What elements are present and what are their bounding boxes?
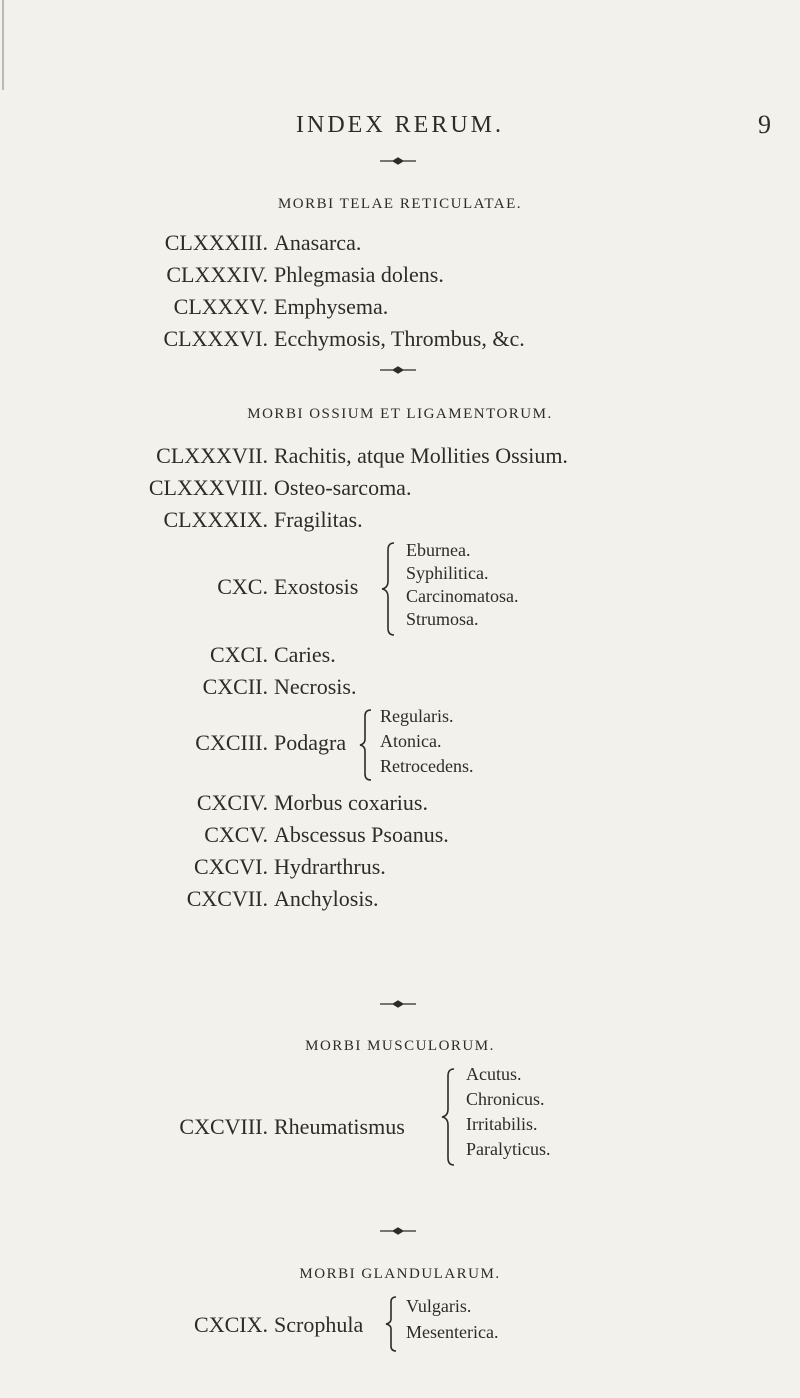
entry-term: Osteo-sarcoma. — [274, 475, 412, 500]
section-title: MORBI TELAE RETICULATAE. — [277, 196, 523, 212]
entry-term: Exostosis — [274, 574, 359, 599]
entry-term: Necrosis. — [274, 674, 357, 699]
entry-numeral: CXCIII. — [195, 730, 268, 755]
subtype-item: Irritabilis. — [466, 1114, 538, 1134]
entry-numeral: CXCI. — [209, 642, 268, 667]
subtype-item: Acutus. — [466, 1064, 522, 1084]
running-header: INDEX RERUM. — [296, 112, 504, 138]
entry-numeral: CXCV. — [204, 822, 268, 847]
entry-term: Hydrarthrus. — [274, 854, 386, 879]
subtype-item: Paralyticus. — [466, 1139, 551, 1159]
entry-term: Caries. — [274, 642, 336, 667]
entry-term: Phlegmasia dolens. — [274, 262, 444, 287]
subtype-item: Mesenterica. — [406, 1322, 499, 1342]
ornament-divider — [380, 1227, 416, 1235]
ornament-divider — [380, 366, 416, 374]
subtype-item: Syphilitica. — [406, 563, 489, 583]
subtype-item: Retrocedens. — [380, 756, 474, 776]
entry-term: Rachitis, atque Mollities Ossium. — [274, 443, 568, 468]
entry-numeral: CXCIV. — [196, 790, 268, 815]
entry-numeral: CXC. — [217, 574, 268, 599]
entry-term: Anchylosis. — [274, 886, 379, 911]
subtype-item: Carcinomatosa. — [406, 586, 519, 606]
entry-numeral: CXCVII. — [186, 886, 268, 911]
entry-term: Emphysema. — [274, 294, 389, 319]
page-edge-line — [2, 0, 4, 90]
entry-numeral: CXCII. — [202, 674, 268, 699]
subtype-item: Strumosa. — [406, 609, 479, 629]
subtype-item: Chronicus. — [466, 1089, 545, 1109]
entry-term: Scrophula — [274, 1312, 364, 1337]
subtype-item: Atonica. — [380, 731, 442, 751]
entry-numeral: CXCVI. — [194, 854, 268, 879]
entry-numeral: CLXXXIX. — [163, 507, 268, 532]
brace-icon — [358, 709, 374, 781]
entry-numeral: CLXXXVI. — [163, 326, 268, 351]
subtype-item: Eburnea. — [406, 540, 471, 560]
entry-numeral: CLXXXIII. — [164, 230, 268, 255]
ornament-divider — [380, 1000, 416, 1008]
brace-icon — [440, 1068, 458, 1166]
entry-numeral: CXCVIII. — [179, 1114, 268, 1139]
entry-term: Fragilitas. — [274, 507, 363, 532]
subtype-item: Vulgaris. — [406, 1296, 472, 1316]
entry-numeral: CXCIX. — [194, 1312, 268, 1337]
section-title: MORBI OSSIUM ET LIGAMENTORUM. — [247, 406, 553, 422]
entry-numeral: CLXXXVIII. — [148, 475, 268, 500]
section-title: MORBI MUSCULORUM. — [305, 1038, 495, 1054]
entry-numeral: CLXXXIV. — [166, 262, 268, 287]
entry-term: Ecchymosis, Thrombus, &c. — [274, 326, 525, 351]
section-title: MORBI GLANDULARUM. — [299, 1266, 501, 1282]
brace-icon — [380, 542, 398, 636]
entry-term: Rheumatismus — [274, 1114, 405, 1139]
brace-icon — [384, 1296, 398, 1352]
entry-numeral: CLXXXVII. — [156, 443, 268, 468]
entry-term: Anasarca. — [274, 230, 362, 255]
entry-numeral: CLXXXV. — [173, 294, 268, 319]
entry-term: Podagra — [274, 730, 347, 755]
entry-term: Abscessus Psoanus. — [274, 822, 449, 847]
entry-term: Morbus coxarius. — [274, 790, 428, 815]
ornament-divider — [380, 157, 416, 165]
page-number: 9 — [758, 110, 771, 139]
subtype-item: Regularis. — [380, 706, 454, 726]
